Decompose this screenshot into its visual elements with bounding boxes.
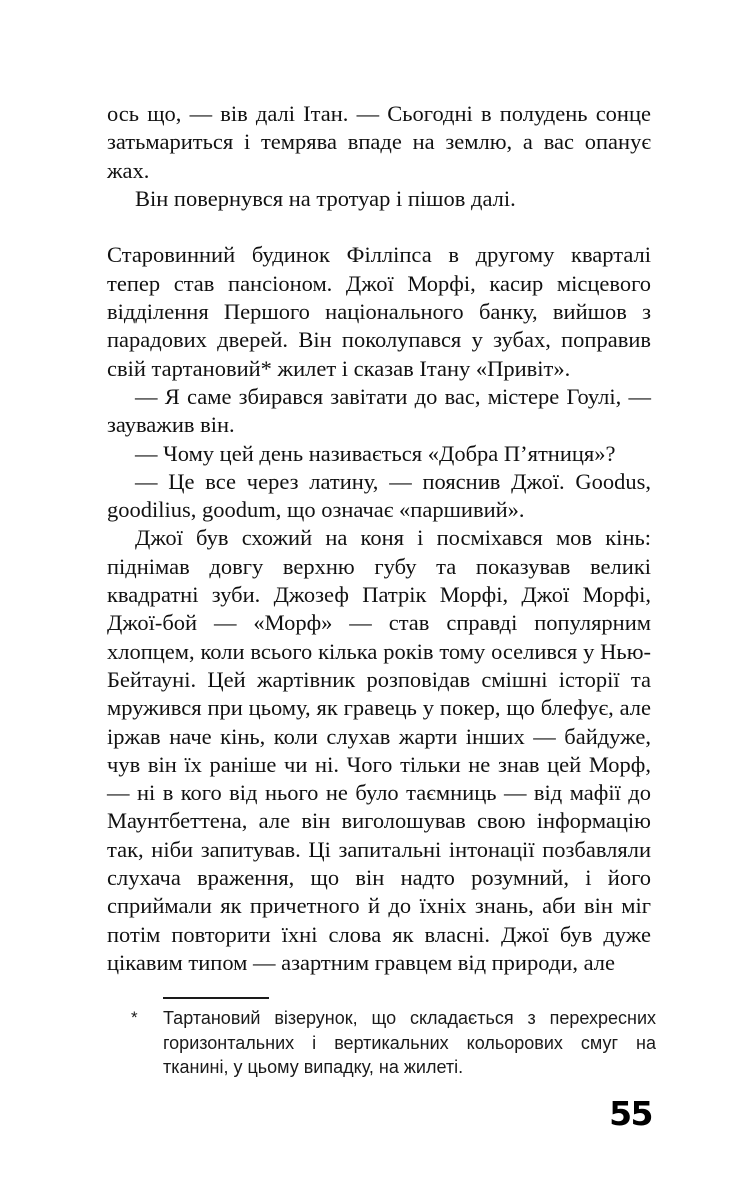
body-paragraph: Він повернувся на тротуар і пішов далі.: [135, 185, 516, 211]
footnote-marker: *: [131, 1008, 138, 1027]
footnote-text: Тартановий візерунок, що складається з перехресних горизонтальних і вертикальних кольорових смуг на тканині, у цьому випадку, на жилеті.: [163, 1008, 656, 1077]
body-paragraph: ось що, — вів далі Ітан. — Сьогодні в полудень сонце затьмариться і темрява впаде на землю, а вас опанує жах.: [107, 101, 651, 183]
dialogue-paragraph: — Це все через латину, — пояснив Джої. Goodus, goodilius, goodum, що означає «паршивий».: [107, 468, 651, 523]
body-paragraph: Старовинний будинок Філліпса в другому кварталі тепер став пансіоном. Джої Морфі, касир місцевого відділення Першого національного банку, вийшов з парадових дверей. Він поколупався у зубах, поправив свій тартановий* жилет і сказав Ітану «Привіт».: [107, 242, 651, 381]
body-paragraph: Джої був схожий на коня і посміхався мов кінь: піднімав довгу верхню губу та показував великі квадратні зуби. Джозеф Патрік Морфі, Джої Морфі, Джої-бой — «Морф» — став справді популярним хлопцем, коли всього кілька років тому оселився у Нью-Бейтауні. Цей жартівник розповідав смішні історії та мружився при цьому, як гравець у покер, що блефує, але іржав наче кінь, коли слухав жарти інших — байдуже, чув він їх раніше чи ні. Чого тільки не знав цей Морф, — ні в кого від нього не було таємниць — від мафії до Маунтбеттена, але він виголошував свою інформацію так, ніби запитував. Ці запитальні інтонації позбавляли слухача враження, що він надто розумний, і його сприймали як причетного й до їхніх знань, аби він міг потім повторити їхні слова як власні. Джої був дуже цікавим типом — азартним гравцем від природи, але: [107, 525, 651, 975]
page-number: 55: [609, 1094, 652, 1133]
footnote-row: [107, 1006, 656, 1080]
page-text-block: [107, 100, 651, 977]
dialogue-paragraph: — Я саме збирався завітати до вас, містере Гоулі, — зауважив він.: [107, 383, 651, 438]
dialogue-paragraph: — Чому цей день називається «Добра П’ятниця»?: [135, 440, 616, 466]
footnote-divider: [163, 997, 269, 999]
footnote: [107, 997, 656, 1080]
